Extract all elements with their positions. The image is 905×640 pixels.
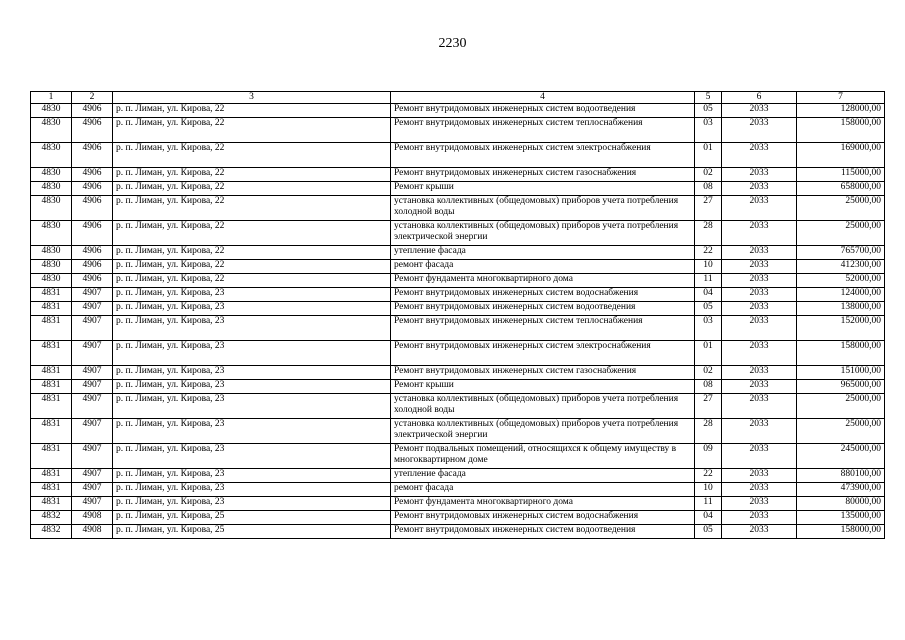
table-header-row: [31, 92, 885, 104]
year-cell: 2033: [722, 221, 797, 246]
cost-cell: 880100,00: [797, 469, 885, 483]
address-cell: р. п. Лиман, ул. Кирова, 22: [113, 104, 391, 118]
object-id-cell: 4831: [31, 380, 72, 394]
object-id-cell: 4830: [31, 260, 72, 274]
work-code-cell: 28: [695, 221, 722, 246]
table-row: [31, 394, 885, 419]
work-code-cell: 10: [695, 260, 722, 274]
year-cell: 2033: [722, 483, 797, 497]
house-id-cell: 4907: [72, 316, 113, 341]
cost-cell: 412300,00: [797, 260, 885, 274]
cost-cell: 158000,00: [797, 341, 885, 366]
object-id-cell: 4830: [31, 246, 72, 260]
work-code-cell: 05: [695, 302, 722, 316]
address-cell: р. п. Лиман, ул. Кирова, 25: [113, 525, 391, 539]
house-id-cell: 4906: [72, 196, 113, 221]
work-type-cell: Ремонт внутридомовых инженерных систем водоснабжения: [391, 511, 695, 525]
object-id-cell: 4831: [31, 341, 72, 366]
year-cell: 2033: [722, 419, 797, 444]
object-id-cell: 4830: [31, 168, 72, 182]
work-type-cell: установка коллективных (общедомовых) приборов учета потребления электрической энергии: [391, 419, 695, 444]
column-header-2: 2: [72, 92, 113, 104]
year-cell: 2033: [722, 497, 797, 511]
work-type-cell: Ремонт крыши: [391, 182, 695, 196]
work-type-cell: Ремонт внутридомовых инженерных систем водоотведения: [391, 525, 695, 539]
house-id-cell: 4906: [72, 118, 113, 143]
address-cell: р. п. Лиман, ул. Кирова, 23: [113, 469, 391, 483]
cost-cell: 25000,00: [797, 196, 885, 221]
work-type-cell: Ремонт внутридомовых инженерных систем водоотведения: [391, 104, 695, 118]
work-type-cell: Ремонт внутридомовых инженерных систем водоснабжения: [391, 288, 695, 302]
house-id-cell: 4906: [72, 104, 113, 118]
address-cell: р. п. Лиман, ул. Кирова, 23: [113, 288, 391, 302]
address-cell: р. п. Лиман, ул. Кирова, 23: [113, 394, 391, 419]
year-cell: 2033: [722, 168, 797, 182]
year-cell: 2033: [722, 260, 797, 274]
table-row: [31, 288, 885, 302]
cost-cell: 965000,00: [797, 380, 885, 394]
house-id-cell: 4907: [72, 341, 113, 366]
cost-cell: 658000,00: [797, 182, 885, 196]
table-row: [31, 380, 885, 394]
address-cell: р. п. Лиман, ул. Кирова, 23: [113, 302, 391, 316]
year-cell: 2033: [722, 118, 797, 143]
work-type-cell: Ремонт подвальных помещений, относящихся к общему имуществу в многоквартирном доме: [391, 444, 695, 469]
table-row: [31, 143, 885, 168]
house-id-cell: 4907: [72, 444, 113, 469]
table-row: [31, 444, 885, 469]
object-id-cell: 4830: [31, 104, 72, 118]
cost-cell: 25000,00: [797, 221, 885, 246]
work-type-cell: Ремонт внутридомовых инженерных систем газоснабжения: [391, 366, 695, 380]
year-cell: 2033: [722, 246, 797, 260]
house-id-cell: 4907: [72, 483, 113, 497]
work-code-cell: 22: [695, 246, 722, 260]
object-id-cell: 4832: [31, 511, 72, 525]
cost-cell: 169000,00: [797, 143, 885, 168]
work-code-cell: 08: [695, 380, 722, 394]
address-cell: р. п. Лиман, ул. Кирова, 23: [113, 341, 391, 366]
work-type-cell: Ремонт внутридомовых инженерных систем газоснабжения: [391, 168, 695, 182]
object-id-cell: 4832: [31, 525, 72, 539]
table-row: [31, 497, 885, 511]
year-cell: 2033: [722, 288, 797, 302]
cost-cell: 158000,00: [797, 525, 885, 539]
table-row: [31, 419, 885, 444]
cost-cell: 135000,00: [797, 511, 885, 525]
work-code-cell: 11: [695, 497, 722, 511]
year-cell: 2033: [722, 366, 797, 380]
house-id-cell: 4906: [72, 143, 113, 168]
object-id-cell: 4831: [31, 302, 72, 316]
work-code-cell: 02: [695, 168, 722, 182]
cost-cell: 115000,00: [797, 168, 885, 182]
year-cell: 2033: [722, 394, 797, 419]
work-type-cell: установка коллективных (общедомовых) приборов учета потребления холодной воды: [391, 196, 695, 221]
work-type-cell: Ремонт внутридомовых инженерных систем теплоснабжения: [391, 118, 695, 143]
house-id-cell: 4907: [72, 288, 113, 302]
work-type-cell: ремонт фасада: [391, 483, 695, 497]
address-cell: р. п. Лиман, ул. Кирова, 22: [113, 196, 391, 221]
cost-cell: 245000,00: [797, 444, 885, 469]
work-type-cell: Ремонт внутридомовых инженерных систем электроснабжения: [391, 341, 695, 366]
table-row: [31, 104, 885, 118]
house-id-cell: 4906: [72, 246, 113, 260]
year-cell: 2033: [722, 196, 797, 221]
cost-cell: 765700,00: [797, 246, 885, 260]
year-cell: 2033: [722, 302, 797, 316]
work-code-cell: 27: [695, 394, 722, 419]
work-type-cell: утепление фасада: [391, 469, 695, 483]
house-id-cell: 4907: [72, 302, 113, 316]
object-id-cell: 4831: [31, 366, 72, 380]
address-cell: р. п. Лиман, ул. Кирова, 22: [113, 118, 391, 143]
object-id-cell: 4830: [31, 182, 72, 196]
house-id-cell: 4906: [72, 168, 113, 182]
table-row: [31, 341, 885, 366]
column-header-7: 7: [797, 92, 885, 104]
work-code-cell: 08: [695, 182, 722, 196]
table-row: [31, 168, 885, 182]
work-type-cell: Ремонт внутридомовых инженерных систем электроснабжения: [391, 143, 695, 168]
table-row: [31, 274, 885, 288]
address-cell: р. п. Лиман, ул. Кирова, 23: [113, 419, 391, 444]
house-id-cell: 4906: [72, 221, 113, 246]
work-type-cell: Ремонт внутридомовых инженерных систем водоотведения: [391, 302, 695, 316]
work-code-cell: 05: [695, 525, 722, 539]
cost-cell: 80000,00: [797, 497, 885, 511]
work-code-cell: 01: [695, 341, 722, 366]
house-id-cell: 4907: [72, 419, 113, 444]
year-cell: 2033: [722, 341, 797, 366]
page-number: 2230: [438, 36, 467, 51]
house-id-cell: 4907: [72, 380, 113, 394]
work-code-cell: 02: [695, 366, 722, 380]
house-id-cell: 4907: [72, 497, 113, 511]
object-id-cell: 4831: [31, 483, 72, 497]
year-cell: 2033: [722, 274, 797, 288]
object-id-cell: 4830: [31, 118, 72, 143]
year-cell: 2033: [722, 143, 797, 168]
table-row: [31, 182, 885, 196]
cost-cell: 138000,00: [797, 302, 885, 316]
column-header-3: 3: [113, 92, 391, 104]
work-type-cell: Ремонт фундамента многоквартирного дома: [391, 274, 695, 288]
object-id-cell: 4831: [31, 316, 72, 341]
column-header-5: 5: [695, 92, 722, 104]
work-code-cell: 09: [695, 444, 722, 469]
column-header-4: 4: [391, 92, 695, 104]
object-id-cell: 4830: [31, 221, 72, 246]
house-id-cell: 4906: [72, 260, 113, 274]
object-id-cell: 4831: [31, 469, 72, 483]
address-cell: р. п. Лиман, ул. Кирова, 22: [113, 143, 391, 168]
table-row: [31, 118, 885, 143]
table-row: [31, 525, 885, 539]
cost-cell: 25000,00: [797, 419, 885, 444]
work-code-cell: 01: [695, 143, 722, 168]
address-cell: р. п. Лиман, ул. Кирова, 22: [113, 246, 391, 260]
table-row: [31, 469, 885, 483]
table-row: [31, 246, 885, 260]
address-cell: р. п. Лиман, ул. Кирова, 22: [113, 182, 391, 196]
table-row: [31, 316, 885, 341]
work-code-cell: 27: [695, 196, 722, 221]
work-type-cell: ремонт фасада: [391, 260, 695, 274]
address-cell: р. п. Лиман, ул. Кирова, 23: [113, 497, 391, 511]
address-cell: р. п. Лиман, ул. Кирова, 23: [113, 366, 391, 380]
table-row: [31, 260, 885, 274]
cost-cell: 124000,00: [797, 288, 885, 302]
object-id-cell: 4831: [31, 394, 72, 419]
column-header-6: 6: [722, 92, 797, 104]
table-row: [31, 366, 885, 380]
object-id-cell: 4830: [31, 196, 72, 221]
year-cell: 2033: [722, 104, 797, 118]
table-row: [31, 511, 885, 525]
object-id-cell: 4830: [31, 274, 72, 288]
year-cell: 2033: [722, 380, 797, 394]
cost-cell: 152000,00: [797, 316, 885, 341]
object-id-cell: 4831: [31, 419, 72, 444]
work-code-cell: 03: [695, 316, 722, 341]
table-body: [31, 104, 885, 539]
house-id-cell: 4907: [72, 394, 113, 419]
year-cell: 2033: [722, 469, 797, 483]
work-type-cell: установка коллективных (общедомовых) приборов учета потребления электрической энергии: [391, 221, 695, 246]
address-cell: р. п. Лиман, ул. Кирова, 23: [113, 380, 391, 394]
year-cell: 2033: [722, 525, 797, 539]
work-type-cell: Ремонт внутридомовых инженерных систем теплоснабжения: [391, 316, 695, 341]
address-cell: р. п. Лиман, ул. Кирова, 23: [113, 444, 391, 469]
work-code-cell: 04: [695, 511, 722, 525]
work-code-cell: 11: [695, 274, 722, 288]
address-cell: р. п. Лиман, ул. Кирова, 22: [113, 260, 391, 274]
cost-cell: 128000,00: [797, 104, 885, 118]
address-cell: р. п. Лиман, ул. Кирова, 23: [113, 316, 391, 341]
object-id-cell: 4831: [31, 497, 72, 511]
address-cell: р. п. Лиман, ул. Кирова, 22: [113, 274, 391, 288]
object-id-cell: 4830: [31, 143, 72, 168]
column-header-1: 1: [31, 92, 72, 104]
work-code-cell: 28: [695, 419, 722, 444]
work-code-cell: 04: [695, 288, 722, 302]
cost-cell: 158000,00: [797, 118, 885, 143]
cost-cell: 151000,00: [797, 366, 885, 380]
work-code-cell: 10: [695, 483, 722, 497]
house-id-cell: 4908: [72, 525, 113, 539]
cost-cell: 52000,00: [797, 274, 885, 288]
work-code-cell: 22: [695, 469, 722, 483]
address-cell: р. п. Лиман, ул. Кирова, 22: [113, 168, 391, 182]
object-id-cell: 4831: [31, 288, 72, 302]
year-cell: 2033: [722, 444, 797, 469]
work-type-cell: утепление фасада: [391, 246, 695, 260]
house-id-cell: 4907: [72, 469, 113, 483]
capital-repair-table: [30, 91, 885, 539]
work-code-cell: 05: [695, 104, 722, 118]
work-type-cell: установка коллективных (общедомовых) приборов учета потребления холодной воды: [391, 394, 695, 419]
work-code-cell: 03: [695, 118, 722, 143]
work-type-cell: Ремонт крыши: [391, 380, 695, 394]
house-id-cell: 4908: [72, 511, 113, 525]
table-row: [31, 196, 885, 221]
cost-cell: 25000,00: [797, 394, 885, 419]
cost-cell: 473900,00: [797, 483, 885, 497]
object-id-cell: 4831: [31, 444, 72, 469]
work-type-cell: Ремонт фундамента многоквартирного дома: [391, 497, 695, 511]
house-id-cell: 4906: [72, 182, 113, 196]
year-cell: 2033: [722, 316, 797, 341]
house-id-cell: 4907: [72, 366, 113, 380]
table-row: [31, 483, 885, 497]
table-row: [31, 302, 885, 316]
year-cell: 2033: [722, 182, 797, 196]
year-cell: 2033: [722, 511, 797, 525]
address-cell: р. п. Лиман, ул. Кирова, 22: [113, 221, 391, 246]
house-id-cell: 4906: [72, 274, 113, 288]
address-cell: р. п. Лиман, ул. Кирова, 25: [113, 511, 391, 525]
address-cell: р. п. Лиман, ул. Кирова, 23: [113, 483, 391, 497]
table-row: [31, 221, 885, 246]
